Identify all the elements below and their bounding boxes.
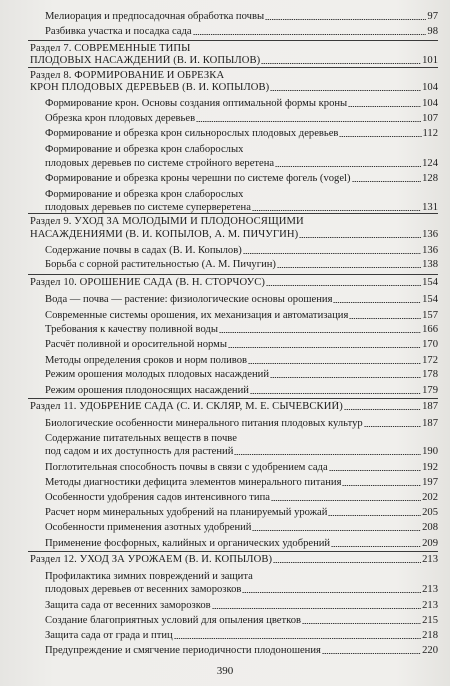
dot-leader [333,302,421,303]
toc-entry-page-number: 197 [422,477,438,488]
toc-entry[interactable] [30,43,438,55]
toc-entry-title: Раздел 7. СОВРЕМЕННЫЕ ТИПЫ [30,43,191,54]
toc-entry[interactable] [30,70,438,82]
toc-entry-title: Раздел 12. УХОД ЗА УРОЖАЕМ (В. И. КОПЫЛОВ) [30,554,273,565]
toc-entry-title: Раздел 8. ФОРМИРОВАНИЕ И ОБРЕЗКА [30,70,225,81]
dot-leader [273,562,421,563]
toc-entry-title: НАСАЖДЕНИЯМИ (В. И. КОПЫЛОВ, А. М. ПИЧУГИН) [30,229,299,240]
toc-entry-title: Формирование и обрезка кроны черешни по системе фогель (vogel) [45,173,351,184]
toc-entry-title: Предупреждение и смягчение периодичности плодоношения [45,645,321,656]
toc-entry-title: Защита сада от града и птиц [45,630,173,641]
toc-entry-title: Содержание питательных веществ в почве [45,433,237,444]
dot-leader [228,347,421,348]
toc-entry[interactable] [45,462,438,474]
dot-leader [234,454,421,455]
toc-entry-title: КРОН ПЛОДОВЫХ ДЕРЕВЬЕВ (В. И. КОПЫЛОВ) [30,82,270,93]
toc-entry-title: Современные системы орошения, их механизация и автоматизация [45,310,349,321]
toc-entry[interactable] [30,82,438,94]
dot-leader [266,285,421,286]
toc-entry-title: Обрезка крон плодовых деревьев [45,113,196,124]
toc-entry[interactable] [30,229,438,241]
toc-entry-title: Формирование и обрезка крон слаборослых [45,144,244,155]
toc-entry-page-number: 124 [422,158,438,169]
toc-entry-title: Разбивка участка и посадка сада [45,26,192,37]
toc-entry-page-number: 136 [422,229,438,240]
toc-entry[interactable] [45,245,438,257]
toc-entry[interactable] [45,98,438,110]
dot-leader [242,592,421,593]
dot-leader [339,136,421,137]
dot-leader [265,19,426,20]
toc-entry[interactable] [45,355,438,367]
toc-entry-page-number: 170 [422,339,438,350]
dot-leader [299,237,421,238]
toc-entry-page-number: 104 [422,98,438,109]
toc-entry[interactable] [45,189,438,201]
toc-entry[interactable] [45,645,438,657]
toc-entry-title: Формирование и обрезка крон сильнорослых плодовых деревьев [45,128,339,139]
toc-entry[interactable] [45,369,438,381]
toc-entry[interactable] [45,324,438,336]
toc-entry[interactable] [45,339,438,351]
dot-leader [252,210,421,211]
toc-entry[interactable] [30,401,438,413]
toc-entry[interactable] [45,522,438,534]
dot-leader [219,332,421,333]
toc-entry-page-number: 128 [422,173,438,184]
toc-entry-page-number: 208 [422,522,438,533]
toc-entry-title: плодовых деревьев по системе стройного веретена [45,158,275,169]
toc-entry-title: Создание благоприятных условий для опыления цветков [45,615,302,626]
dot-leader [174,638,421,639]
toc-entry-page-number: 202 [422,492,438,503]
toc-entry[interactable] [30,55,438,67]
toc-entry-page-number: 205 [422,507,438,518]
toc-entry-page-number: 107 [422,113,438,124]
toc-entry-page-number: 172 [422,355,438,366]
dot-leader [331,546,421,547]
dot-leader [302,623,421,624]
toc-entry-title: Особенности удобрения садов интенсивного типа [45,492,270,503]
toc-entry[interactable] [45,433,438,445]
toc-entry-title: Формирование и обрезка крон слаборослых [45,189,244,200]
toc-entry[interactable] [45,113,438,125]
dot-leader [349,318,421,319]
toc-entry-page-number: 213 [422,584,438,595]
toc-entry-page-number: 218 [422,630,438,641]
dot-leader [275,166,421,167]
toc-entry[interactable] [45,11,438,23]
toc-entry[interactable] [45,310,438,322]
toc-entry-title: Содержание почвы в садах (В. И. Копылов) [45,245,242,256]
toc-entry-title: Расчет норм минеральных удобрений на планируемый урожай [45,507,328,518]
toc-entry-page-number: 213 [422,554,438,565]
toc-entry[interactable] [45,418,438,430]
toc-entry-page-number: 220 [422,645,438,656]
toc-entry-page-number: 178 [422,369,438,380]
toc-entry-page-number: 154 [422,294,438,305]
dot-leader [271,500,421,501]
dot-leader [329,470,421,471]
toc-entry-title: Режим орошения молодых плодовых насаждений [45,369,270,380]
toc-entry-page-number: 157 [422,310,438,321]
dot-leader [248,363,421,364]
toc-entry-title: Формирование крон. Основы создания оптимальной формы кроны [45,98,348,109]
toc-entry[interactable] [45,477,438,489]
toc-entry-page-number: 187 [422,401,438,412]
toc-entry-page-number: 97 [427,11,438,22]
toc-entry-title: плодовых деревьев от весенних заморозков [45,584,242,595]
toc-entry[interactable] [45,507,438,519]
toc-entry[interactable] [45,144,438,156]
toc-entry-title: Борьба с сорной растительностью (А. М. Пичугин) [45,259,276,270]
toc-entry-title: Раздел 9. УХОД ЗА МОЛОДЫМИ И ПЛОДОНОСЯЩИМИ [30,216,304,227]
page-number: 390 [216,665,234,677]
toc-entry-title: Особенности применения азотных удобрений [45,522,252,533]
toc-entry-page-number: 190 [422,446,438,457]
section-divider [28,551,438,552]
section-divider [28,213,438,214]
toc-entry-title: Вода — почва — растение: физиологические основы орошения [45,294,333,305]
toc-entry[interactable] [45,385,438,397]
dot-leader [322,653,421,654]
toc-entry-page-number: 104 [422,82,438,93]
toc-entry[interactable] [45,128,438,140]
toc-entry-page-number: 215 [422,615,438,626]
toc-entry-title: Профилактика зимних повреждений и защита [45,571,253,582]
toc-entry-title: ПЛОДОВЫХ НАСАЖДЕНИЙ (В. И. КОПЫЛОВ) [30,55,261,66]
dot-leader [261,63,421,64]
toc-entry-title: Методы диагностики дефицита элементов минерального питания [45,477,342,488]
toc-entry-title: Расчёт поливной и оросительной нормы [45,339,227,350]
toc-entry-page-number: 166 [422,324,438,335]
toc-entry[interactable] [45,615,438,627]
toc-entry-page-number: 213 [422,600,438,611]
toc-entry[interactable] [30,277,438,289]
dot-leader [270,90,421,91]
toc-entry-title: Защита сада от весенних заморозков [45,600,211,611]
dot-leader [328,515,421,516]
toc-entry[interactable] [45,538,438,550]
toc-entry[interactable] [45,571,438,583]
dot-leader [196,121,421,122]
toc-entry[interactable] [45,173,438,185]
dot-leader [250,393,421,394]
toc-entry-title: Биологические особенности минерального питания плодовых культур [45,418,363,429]
dot-leader [342,485,421,486]
dot-leader [270,377,421,378]
toc-entry-title: Раздел 10. ОРОШЕНИЕ САДА (В. Н. СТОРЧОУС) [30,277,266,288]
toc-entry[interactable] [45,26,438,38]
dot-leader [348,106,421,107]
toc-entry-page-number: 138 [422,259,438,270]
toc-entry-page-number: 209 [422,538,438,549]
section-divider [28,67,438,68]
toc-entry-title: Режим орошения плодоносящих насаждений [45,385,249,396]
toc-entry[interactable] [45,158,438,170]
toc-entry[interactable] [45,259,438,271]
dot-leader [364,426,421,427]
dot-leader [277,267,421,268]
toc-entry-title: Методы определения сроков и норм поливов [45,355,248,366]
toc-entry[interactable] [45,584,438,596]
toc-entry-page-number: 136 [422,245,438,256]
toc-entry[interactable] [45,600,438,612]
dot-leader [243,253,421,254]
section-divider [28,274,438,275]
dot-leader [344,409,421,410]
section-divider [28,40,438,41]
toc-entry-title: Требования к качеству поливной воды [45,324,218,335]
section-divider [28,398,438,399]
toc-entry[interactable] [45,492,438,504]
toc-entry[interactable] [45,294,438,306]
toc-entry-page-number: 154 [422,277,438,288]
toc-entry-page-number: 112 [422,128,438,139]
toc-entry[interactable] [45,446,438,458]
toc-entry-title: Поглотительная способность почвы в связи с удобрением сада [45,462,328,473]
toc-entry-page-number: 187 [422,418,438,429]
dot-leader [352,181,422,182]
toc-entry-title: Применение фосфорных, калийных и органических удобрений [45,538,331,549]
toc-entry[interactable] [30,216,438,228]
toc-entry-title: плодовых деревьев по системе суперверетена [45,202,251,213]
toc-entry-title: под садом и их доступность для растений [45,446,234,457]
toc-entry-page-number: 131 [422,202,438,213]
toc-entry[interactable] [45,630,438,642]
toc-entry-page-number: 101 [422,55,438,66]
dot-leader [212,608,421,609]
dot-leader [252,530,421,531]
toc-entry-title: Раздел 11. УДОБРЕНИЕ САДА (С. И. СКЛЯР, М. Е. СЫЧЕВСКИЙ) [30,401,343,412]
toc-entry[interactable] [30,554,438,566]
dot-leader [193,34,427,35]
toc-entry-page-number: 98 [427,26,438,37]
toc-entry-page-number: 179 [422,385,438,396]
toc-entry-page-number: 192 [422,462,438,473]
toc-entry-title: Мелиорация и предпосадочная обработка почвы [45,11,265,22]
